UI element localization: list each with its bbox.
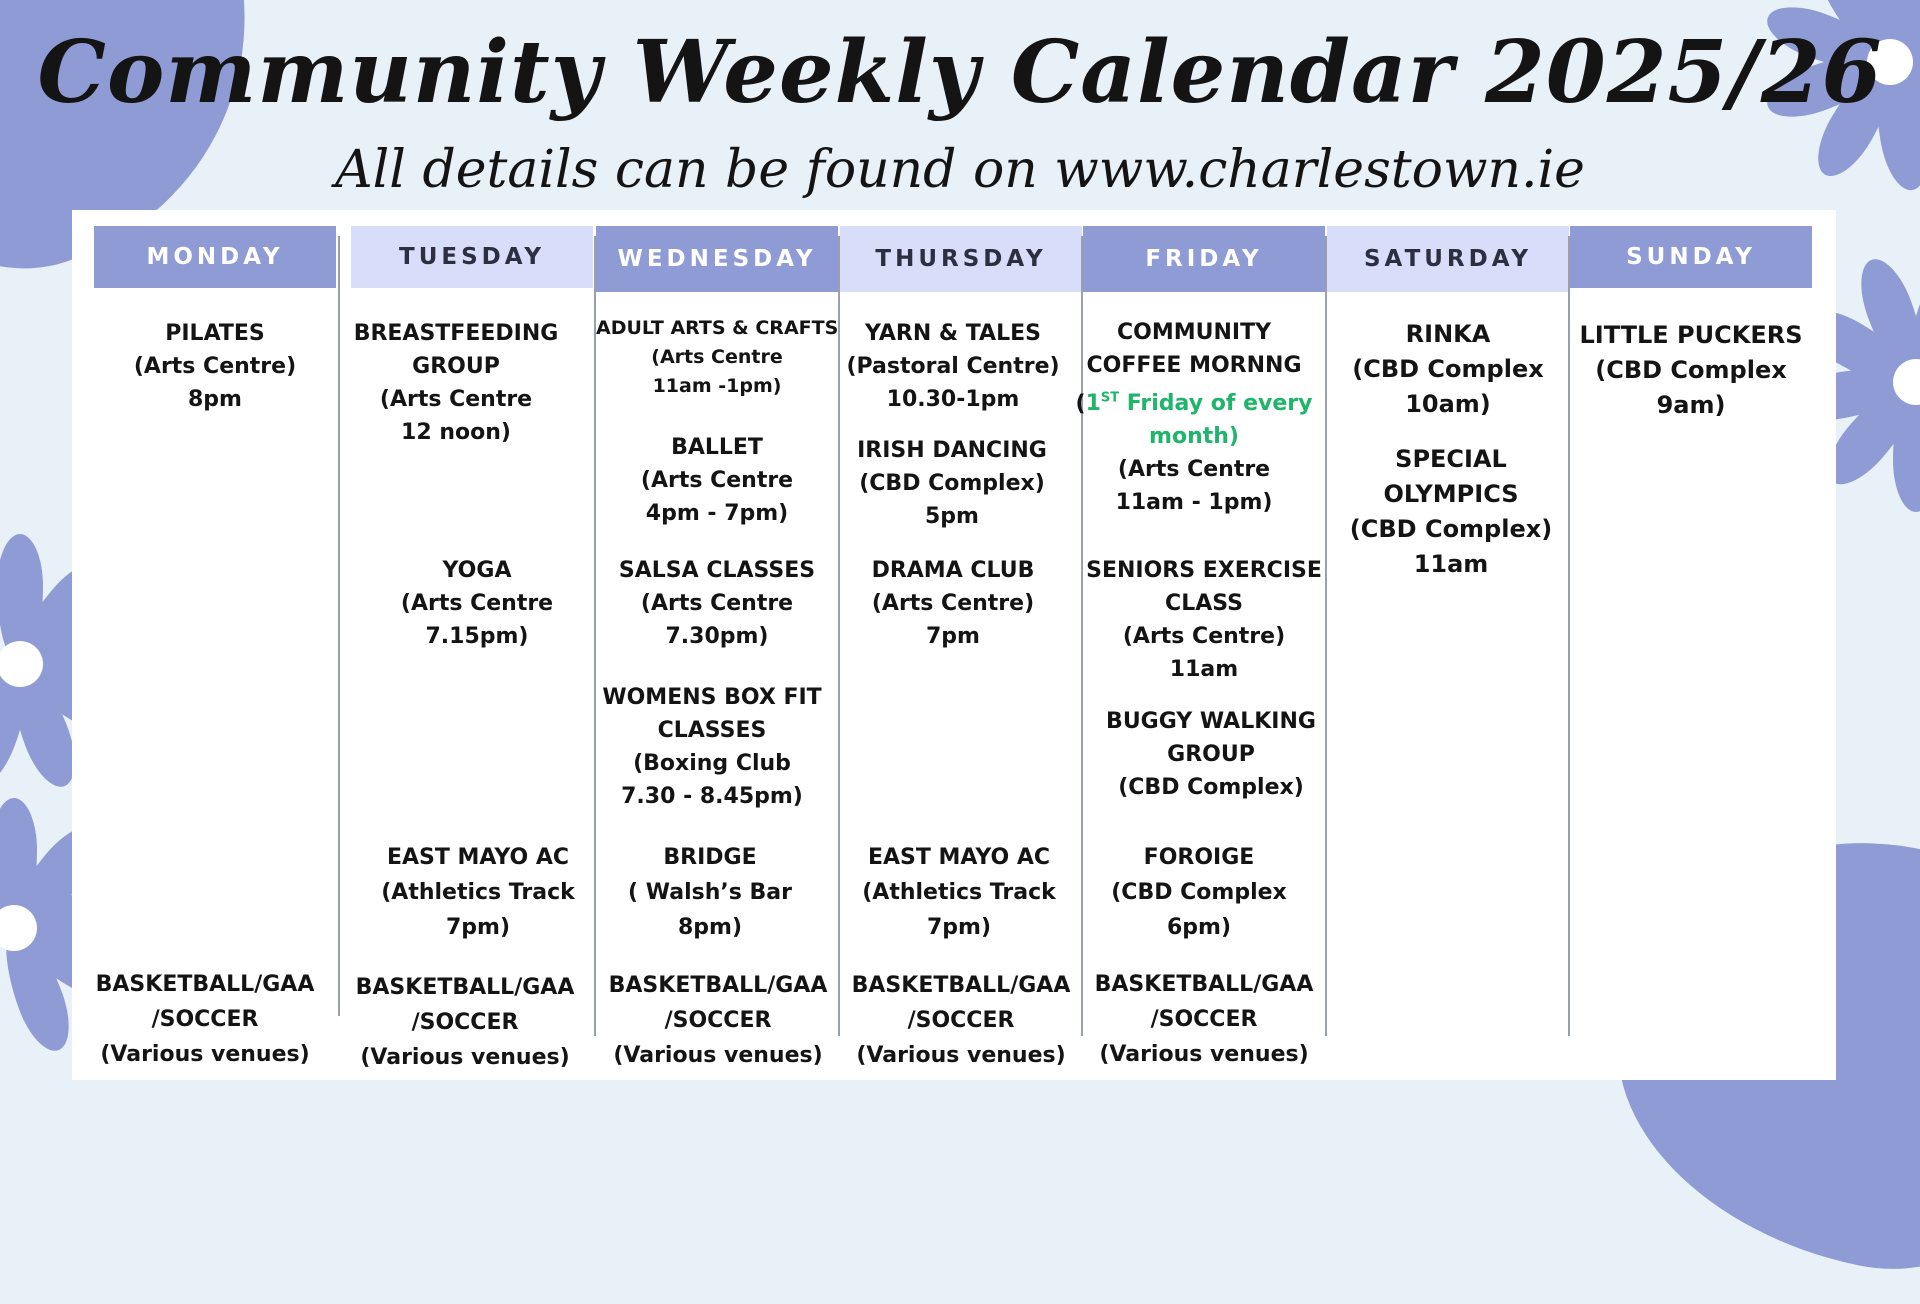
event-venue: (Various venues) [613,1043,823,1068]
event-venue: (Arts Centre) [871,591,1035,616]
event-title: BREASTFEEDING [353,321,559,346]
event-foroige [1078,840,1320,945]
event-basketball-gaa-soccer [840,968,1082,1073]
event-adult-arts-crafts [596,314,838,401]
event-title: CLASS [1165,591,1243,616]
event-title: FOROIGE [1143,845,1255,870]
event-title: CLASSES [657,718,767,743]
event-time: 7.15pm) [425,624,529,649]
event-seniors-exercise-class [1083,554,1325,686]
event-title: ADULT ARTS & CRAFTS [596,317,839,339]
day-header-thursday: THURSDAY [840,226,1082,292]
event-title: OLYMPICS [1383,480,1519,508]
event-east-mayo-ac [357,840,599,945]
event-time: 12 noon) [401,420,511,445]
event-title: YOGA [442,558,512,583]
event-title: COFFEE MORNNG [1086,353,1302,378]
event-title: LITTLE PUCKERS [1579,321,1803,349]
event-yarn-tales [832,317,1074,416]
event-venue: (CBD Complex) [1118,775,1304,800]
event-title: BASKETBALL/GAA [851,973,1071,998]
event-time: 7pm) [926,915,992,940]
event-title: BASKETBALL/GAA [1094,972,1314,997]
day-header-sunday: SUNDAY [1570,226,1812,288]
event-time: 5pm [925,504,979,529]
event-venue: (Arts Centre [1117,457,1271,483]
page-subtitle: All details can be found on www.charlestown.ie [335,140,1585,200]
event-venue: (CBD Complex) [1349,515,1553,543]
day-header-monday: MONDAY [94,226,336,288]
event-venue: (Various venues) [856,1043,1066,1068]
event-title: GROUP [1167,742,1255,767]
event-venue: (Athletics Track [381,880,575,905]
event-basketball-gaa-soccer [84,967,326,1072]
event-basketball-gaa-soccer [597,968,839,1073]
event-breastfeeding-group [335,317,577,449]
event-bridge [589,840,831,945]
event-basketball-gaa-soccer [344,970,586,1075]
event-venue: (Arts Centre) [1122,624,1286,649]
event-venue: (Boxing Club [633,751,791,776]
event-venue: (Various venues) [100,1042,310,1067]
event-title: EAST MAYO AC [867,845,1051,870]
event-time: 10am) [1405,390,1491,418]
event-time: 7.30pm) [665,624,769,649]
event-time: 11am -1pm) [652,375,782,397]
event-title: SENIORS EXERCISE [1086,558,1322,583]
event-venue: (Arts Centre [640,591,794,616]
event-time: 10.30-1pm [886,387,1020,412]
event-venue: (Athletics Track [862,880,1056,905]
event-note: (1ST Friday of every [1075,391,1313,417]
event-venue: (Arts Centre [400,591,554,616]
event-buggy-walking-group [1090,705,1332,804]
event-time: 4pm - 7pm) [645,501,789,526]
event-title: DRAMA CLUB [871,558,1035,583]
event-venue: (CBD Complex [1595,356,1787,384]
day-header-wednesday: WEDNESDAY [596,226,838,292]
event-title: RINKA [1405,320,1491,348]
event-venue: (Various venues) [360,1045,570,1070]
event-community-coffee-morning [1073,316,1315,519]
page-title: Community Weekly Calendar 2025/26 [37,22,1883,123]
event-title: WOMENS BOX FIT [602,685,822,710]
event-title: /SOCCER [907,1008,1015,1033]
event-venue: (Arts Centre [651,346,783,368]
event-title: /SOCCER [151,1007,259,1032]
event-title: PILATES [165,321,265,346]
event-venue: (CBD Complex) [859,471,1045,496]
event-time: 11am [1169,657,1239,682]
event-title: YARN & TALES [865,321,1041,346]
event-pilates [94,317,336,416]
event-salsa-classes [596,554,838,653]
event-east-mayo-ac [838,840,1080,945]
event-basketball-gaa-soccer [1083,967,1325,1072]
event-venue: (Arts Centre [640,468,794,493]
event-note: month) [1149,424,1239,450]
event-time: 8pm [188,387,242,412]
event-time: 7.30 - 8.45pm) [621,784,803,809]
event-venue: (Arts Centre) [133,354,297,379]
event-venue: (CBD Complex [1352,355,1544,383]
event-drama-club [832,554,1074,653]
event-title: /SOCCER [664,1008,772,1033]
event-title: COMMUNITY [1116,320,1272,345]
day-header-friday: FRIDAY [1083,226,1325,292]
event-venue: ( Walsh’s Bar [628,880,792,905]
event-time: 7pm [926,624,980,649]
event-title: BASKETBALL/GAA [95,972,315,997]
event-title: EAST MAYO AC [386,845,570,870]
event-title: BALLET [671,435,763,460]
event-time: 6pm) [1166,915,1232,940]
event-rinka [1327,317,1569,422]
event-title: BASKETBALL/GAA [608,973,828,998]
event-venue: (Arts Centre [379,387,533,412]
event-title: /SOCCER [411,1010,519,1035]
event-title: SPECIAL [1395,445,1507,473]
event-title: SALSA CLASSES [618,558,816,583]
event-time: 8pm) [677,915,743,940]
event-womens-box-fit [591,681,833,813]
event-yoga [356,554,598,653]
event-venue: (Various venues) [1099,1042,1309,1067]
event-title: BASKETBALL/GAA [355,975,575,1000]
event-ballet [596,431,838,530]
day-header-saturday: SATURDAY [1327,226,1569,292]
event-time: 11am [1413,550,1489,578]
event-title: GROUP [412,354,500,379]
event-time: 11am - 1pm) [1115,490,1273,516]
day-header-tuesday: TUESDAY [351,226,593,288]
event-time: 9am) [1656,391,1726,419]
event-title: /SOCCER [1150,1007,1258,1032]
event-title: BUGGY WALKING [1106,709,1316,734]
event-title: BRIDGE [663,845,757,870]
event-special-olympics [1330,442,1572,582]
event-little-puckers [1570,318,1812,423]
event-time: 7pm) [445,915,511,940]
event-venue: (CBD Complex [1111,880,1287,905]
event-venue: (Pastoral Centre) [846,354,1060,379]
event-title: IRISH DANCING [857,438,1047,463]
event-irish-dancing [831,434,1073,533]
